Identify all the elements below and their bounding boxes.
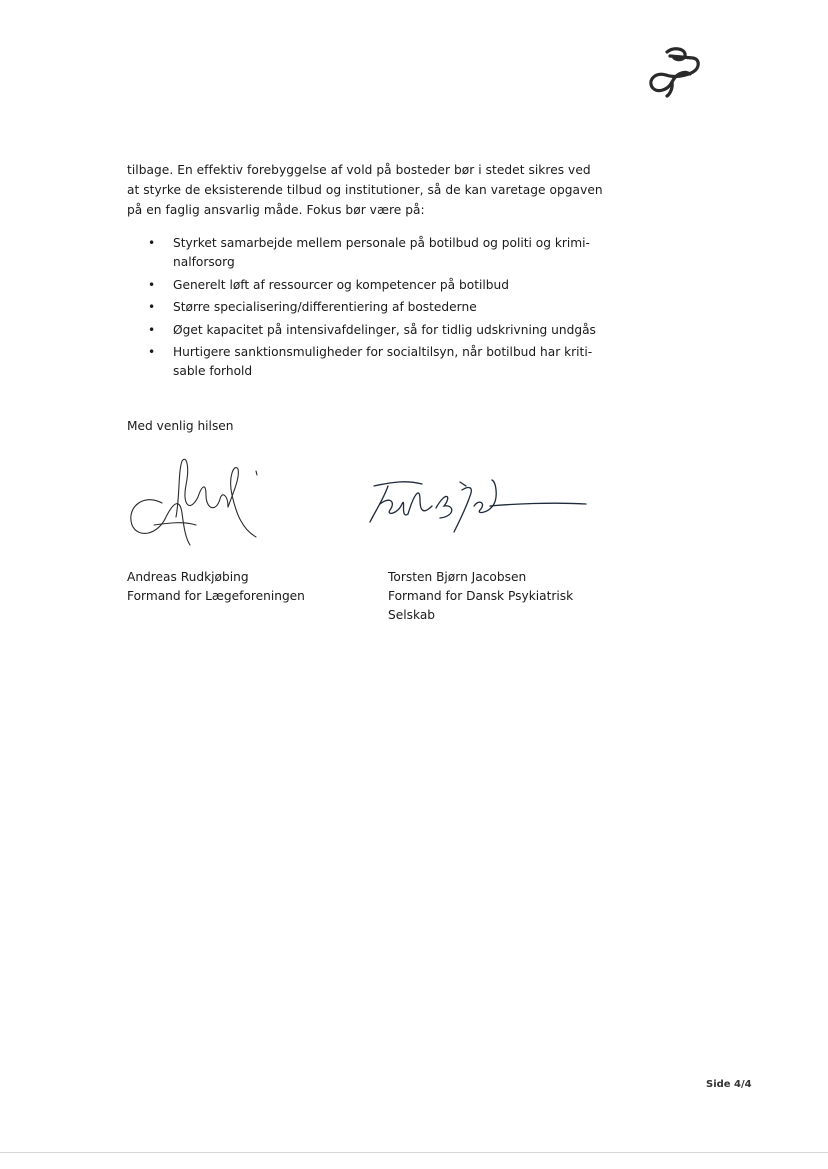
list-item-line: Hurtigere sanktionsmuligheder for socialtilsyn, når botilbud har kriti- [173, 345, 593, 359]
page-number: Side 4/4 [706, 1079, 752, 1090]
list-item-line: Styrket samarbejde mellem personale på botilbud og politi og krimi- [173, 236, 590, 250]
signature-2-image [362, 474, 592, 544]
signer-title: Formand for Dansk Psykiatrisk [388, 589, 574, 603]
paragraph-line: tilbage. En effektiv forebyggelse af vold på bosteder bør i stedet sikres ved [127, 163, 591, 177]
serpent-staff-logo-icon [640, 44, 702, 100]
list-item-line: Større specialisering/differentiering af bostederne [173, 300, 477, 314]
list-item [127, 343, 627, 381]
list-item-line: sable forhold [173, 364, 253, 378]
list-item [127, 276, 627, 295]
bullet-marker: • [148, 277, 156, 292]
signer-title: Selskab [388, 608, 436, 622]
bullet-marker: • [148, 345, 156, 359]
signature-1-image [124, 455, 274, 550]
paragraph-line: på en faglig ansvarlig måde. Fokus bør være på: [127, 203, 425, 217]
list-item [127, 234, 627, 272]
signer-name: Torsten Bjørn Jacobsen [388, 570, 527, 584]
focus-bullet-list [127, 234, 627, 385]
signer-2-block [388, 568, 573, 625]
bullet-marker: • [148, 300, 156, 314]
bullet-marker: • [148, 322, 156, 337]
paragraph-line: at styrke de eksisterende tilbud og institutioner, så de kan varetage opgaven [127, 183, 603, 197]
divider [0, 1152, 828, 1153]
body-paragraph [127, 160, 627, 220]
signer-title: Formand for Lægeforeningen [127, 589, 305, 603]
closing-salutation: Med venlig hilsen [127, 419, 234, 433]
list-item-line: nalforsorg [173, 255, 235, 269]
signer-name: Andreas Rudkjøbing [127, 570, 249, 584]
signer-1-block [127, 568, 305, 606]
list-item-line: Generelt løft af ressourcer og kompetencer på botilbud [173, 277, 509, 292]
list-item [127, 298, 627, 317]
bullet-marker: • [148, 236, 156, 250]
list-item [127, 321, 627, 340]
list-item-line: Øget kapacitet på intensivafdelinger, så for tidlig udskrivning undgås [173, 322, 596, 337]
